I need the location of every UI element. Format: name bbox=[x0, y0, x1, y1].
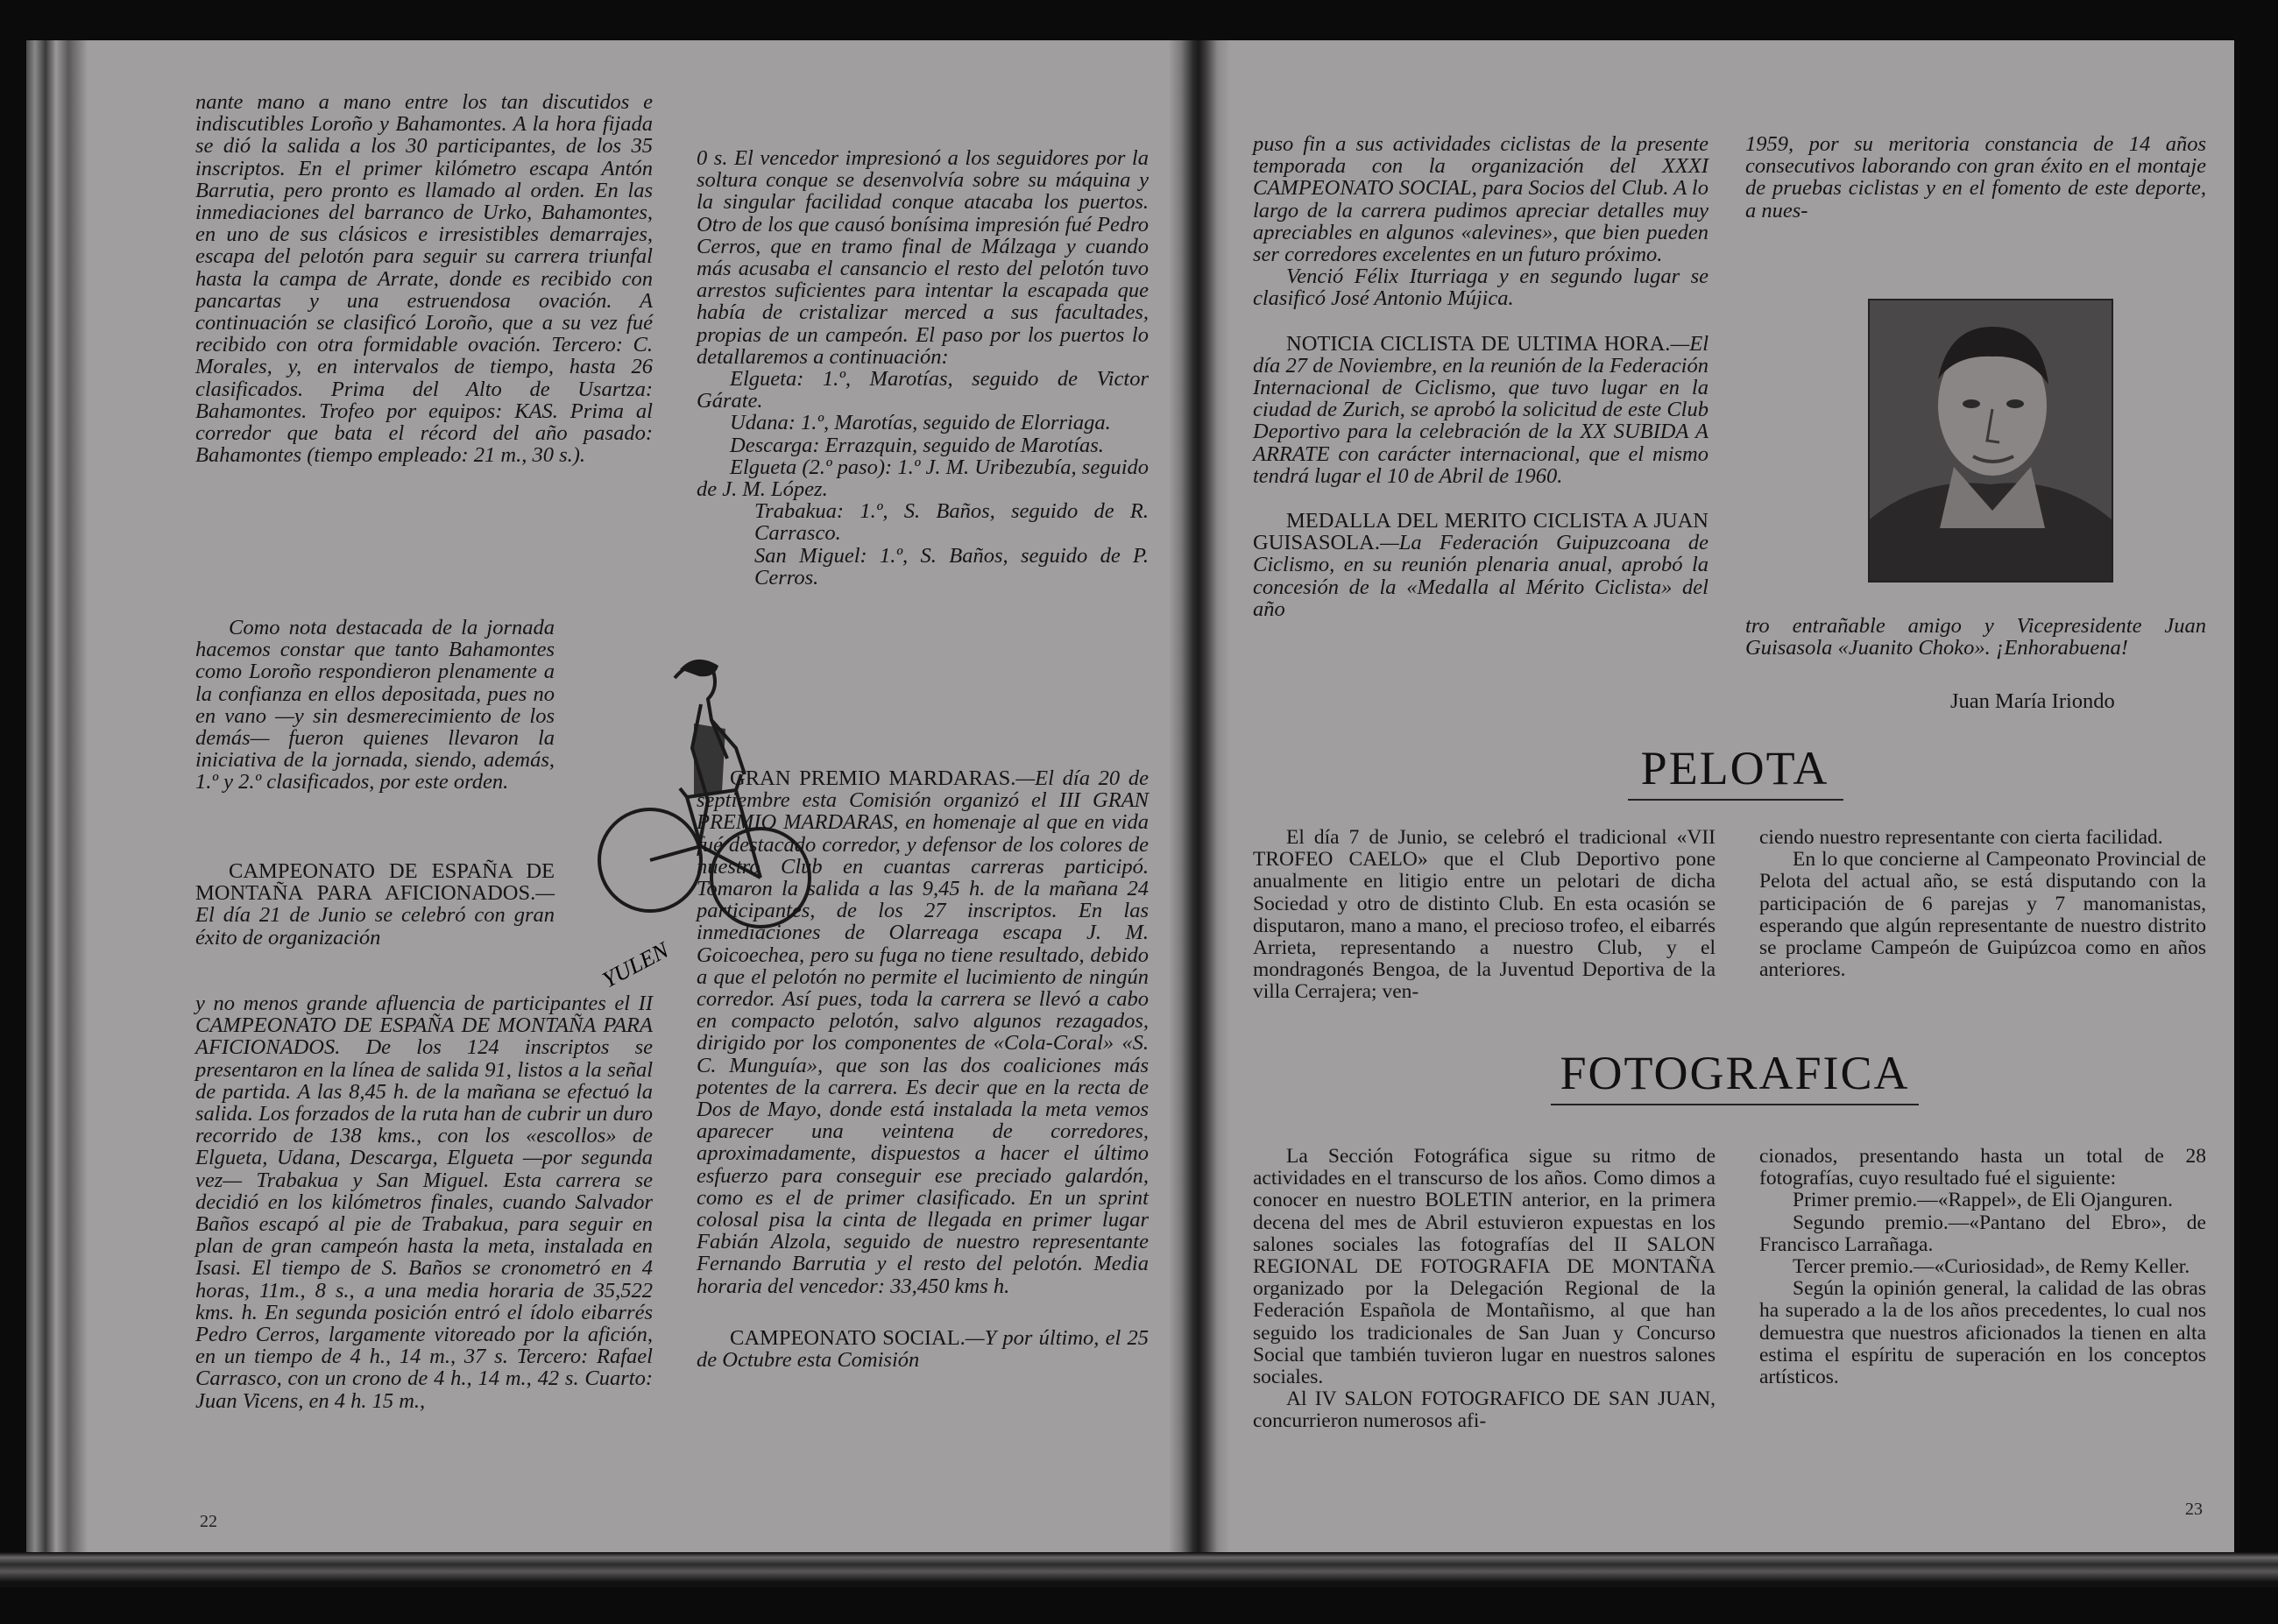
section-heading: GRAN PREMIO MARDARAS. bbox=[730, 766, 1016, 790]
article-paragraph: Venció Félix Iturriaga y en segundo lugar se clasificó José Antonio Mújica. bbox=[1253, 265, 1708, 311]
section-title-pelota: PELOTA bbox=[1640, 742, 1829, 794]
article-paragraph: Según la opinión general, la calidad de las obras ha superado a la de los años precedentes, lo cual nos demuestra que nuestros aficionados la tienen en alta estima el espíritu de superación en los conceptos artísticos. bbox=[1759, 1277, 2206, 1389]
article-paragraph: 1959, por su meritoria constancia de 14 años consecutivos laborando con gran éxito en el montaje de pruebas ciclistas y en el fomento de este deporte, a nues- bbox=[1745, 132, 2206, 222]
title-underline bbox=[1628, 799, 1843, 801]
article-paragraph: y no menos grande afluencia de participantes el II CAMPEONATO DE ESPAÑA DE MONTAÑA PARA AFICIONADOS. De los 124 inscriptos se presentaron en la línea de salida 91, listos a la señal de partida. A las 8,45 h. de la mañana se efectuó la salida. Los forzados de la ruta han de cubrir un duro recorrido de 138 kms., con los «escollos» de Elgueta, Udana, Descarga, Elgueta —por segunda vez— Trabakua y San Miguel. Esta carrera se decidió en los kilómetros finales, cuando Salvador Baños escapó al pie de Trabakua, para seguir en plan de gran campeón hasta la meta, instalada en Isasi. El tiempo de S. Baños se cronometró en 4 horas, 11m., 8 s., a una media horaria de 35,522 kms. h. En segunda posición entró el ídolo eibarrés Pedro Cerros, largamente vitoreado por la afición, en un tiempo de 4 h., 14 m., 37 s. Tercero: Rafael Carrasco, con un crono de 4 h., 14 m., 42 s. Cuarto: Juan Vicens, en 4 h. 15 m., bbox=[195, 992, 653, 1413]
list-item: Tercer premio.—«Curiosidad», de Remy Keller. bbox=[1793, 1255, 2190, 1279]
article-paragraph: tro entrañable amigo y Vicepresidente Juan Guisasola «Juanito Choko». ¡Enhorabuena! bbox=[1745, 614, 2206, 660]
list-item: Primer premio.—«Rappel», de Eli Ojanguren. bbox=[1793, 1189, 2173, 1212]
right-col-2 bbox=[1745, 133, 2206, 222]
article-paragraph: Al IV SALON FOTOGRAFICO DE SAN JUAN, concurrieron numerosos afi- bbox=[1253, 1387, 1716, 1433]
article-paragraph: 0 s. El vencedor impresionó a los seguidores por la soltura conque se desenvolvía sobre su máquina y la singular facilidad conque atacaba los puertos. Otro de los que causó bonísima impresión fué Pedro Cerros, que en tramo final de Málzaga y cuando más acusaba el cansancio el resto del pelotón tuvo arrestos suficientes para intentar la escapada que había de cristalizar merced a sus facultades, propias de un campeón. El paso por los puertos lo detallaremos a continuación: bbox=[697, 146, 1149, 369]
article-paragraph: cionados, presentando hasta un total de 28 fotografías, cuyo resultado fué el siguiente: bbox=[1759, 1145, 2206, 1190]
section-title-fotografica: FOTOGRAFICA bbox=[1560, 1047, 1910, 1099]
foto-col-1 bbox=[1253, 1146, 1716, 1433]
article-paragraph: —El día 27 de Noviembre, en la reunión de la Federación Internacional de Ciclismo, que tuvo lugar en la ciudad de Zurich, se aprobó la solicitud de este Club Deportivo para la celebración de la XX SUBIDA A ARRATE con carácter internacional, que el mismo tendrá lugar el 10 de Abril de 1960. bbox=[1253, 331, 1708, 488]
book-gutter bbox=[1169, 40, 1230, 1582]
article-paragraph: Como nota destacada de la jornada hacemos constar que tanto Bahamontes como Loroño respondieron plenamente a la confianza en ellos depositada, pues no en vano —y sin desmerecimiento de los demás— fueron quienes llevaron la iniciativa de la jornada, siendo, además, 1.º y 2.º clasificados, por este orden. bbox=[195, 616, 555, 794]
article-paragraph: —El día 20 de septiembre esta Comisión organizó el III GRAN PREMIO MARDARAS, en homenaje al que en vida fué destacado corredor, y defensor de los colores de nuestro Club en cuantas carreras participó. Tomaron la salida a las 9,45 h. de la mañana 24 participantes, de los 27 inscriptos. En las inmediaciones de Olarreaga escapa J. M. Goicoechea, pero su fuga no tiene resultado, debido a que el pelotón no permite el lucimiento de ningún corredor. Así pues, toda la carrera se llevó a cabo en compacto pelotón, salvo algunos rezagados, dirigido por los componentes de «Cola-Coral» «S. C. Munguía», que son las dos coaliciones más potentes de la carrera. Es decir que en la recta de Dos de Mayo, donde está instalada la meta vemos aparecer una veintena de corredores, aproximadamente, dispuestos a hacer el último esfuerzo para conseguir ese preciado galardón, como es el de primer clasificado. En un sprint colosal pisa la cinta de llegada en primer lugar Fabián Alzola, seguido de nuestro representante Fernando Barrutia y el resto del pelotón. Media horaria del vencedor: 33,450 kms h. bbox=[697, 766, 1149, 1298]
article-paragraph: —Y por último, el 25 de Octubre esta Comisión bbox=[697, 1325, 1150, 1373]
article-paragraph: ciendo nuestro representante con cierta facilidad. bbox=[1759, 826, 2163, 849]
list-item: Elgueta: 1.º, Marotías, seguido de Victor Gárate. bbox=[697, 367, 1149, 413]
article-paragraph: puso fin a sus actividades ciclistas de la presente temporada con la organización del XXXI CAMPEONATO SOCIAL, para Socios del Club. A lo largo de la carrera pudimos apreciar detalles muy apreciables en algunos «alevines», que bien pueden ser corredores excelentes en un futuro próximo. bbox=[1253, 132, 1708, 267]
right-col-1 bbox=[1253, 133, 1708, 620]
left-col-2 bbox=[697, 147, 1149, 589]
section-heading: NOTICIA CICLISTA DE ULTIMA HORA. bbox=[1286, 331, 1671, 356]
page-edge-shadow bbox=[26, 40, 102, 1582]
left-col-1-rest bbox=[195, 992, 653, 1412]
list-item: Descarga: Errazquin, seguido de Marotías. bbox=[730, 433, 1104, 457]
list-item: Udana: 1.º, Marotías, seguido de Elorriaga. bbox=[730, 411, 1111, 435]
article-paragraph: —La Federación Guipuzcoana de Ciclismo, en su reunión plenaria anual, aprobó la concesión de la «Medalla al Mérito Ciclista» del año bbox=[1253, 531, 1708, 621]
list-item: San Miguel: 1.º, S. Baños, seguido de P. Cerros. bbox=[754, 543, 1149, 590]
title-underline bbox=[1551, 1104, 1919, 1105]
portrait-photo bbox=[1868, 299, 2113, 583]
section-heading: CAMPEONATO DE ESPAÑA DE MONTAÑA PARA AFICIONADOS. bbox=[195, 859, 555, 906]
foto-col-2 bbox=[1759, 1146, 2206, 1388]
page-number-right: 23 bbox=[2185, 1500, 2203, 1519]
magazine-spread bbox=[26, 40, 2234, 1582]
left-col-1 bbox=[195, 91, 653, 466]
pelota-col-1 bbox=[1253, 827, 1716, 1004]
article-paragraph: nante mano a mano entre los tan discutidos e indiscutibles Loroño y Bahamontes. A la hora fijada se dió la salida a los 30 participantes, de los 35 inscriptos. En el primer kilómetro escapa Antón Barrutia, pero pronto es llamado al orden. En las inmediaciones del barranco de Urko, Bahamontes, en uno de sus clásicos e irresistibles demarrajes, escapa del pelotón para seguir su carrera triunfal hasta la campa de Arrate, donde es recibido con pancartas y una estruendosa ovación. A continuación se clasificó Loroño, que a su vez fué recibido con otra formidable ovación. Tercero: C. Morales, y, en intervalos de tiempo, hasta 26 clasificados. Prima del Alto de Usartza: Bahamontes. Trofeo por equipos: KAS. Prima al corredor que bata el récord del año pasado: Bahamontes (tiempo empleado: 21 m., 30 s.). bbox=[195, 90, 653, 468]
pelota-col-2 bbox=[1759, 827, 2206, 981]
scan-bottom-edge bbox=[0, 1552, 2278, 1587]
page-number-left: 22 bbox=[200, 1512, 217, 1531]
list-item: Elgueta (2.º paso): 1.º J. M. Uribezubía, seguido de J. M. López. bbox=[697, 455, 1149, 502]
author-signature: Juan María Iriondo bbox=[1950, 689, 2115, 713]
list-item: Segundo premio.—«Pantano del Ebro», de Francisco Larrañaga. bbox=[1759, 1211, 2206, 1256]
left-col-1-head bbox=[195, 860, 555, 949]
article-paragraph: —El día 21 de Junio se celebró con gran éxito de organización bbox=[195, 881, 555, 950]
left-col-1-wrap bbox=[195, 617, 555, 794]
article-paragraph: La Sección Fotográfica sigue su ritmo de actividades en el transcurso de los años. Como dimos a conocer en nuestro BOLETIN anterior, en la primera decena del mes de Abril estuvieron expuestas en los salones sociales las fotografías del II SALON REGIONAL DE FOTOGRAFIA DE MONTAÑA organizado por la Delegación Regional de la Federación Española de Montañismo, al que han seguido los tradicionales de San Juan y Concurso Social que también tuvieron lugar en nuestros salones sociales. bbox=[1253, 1145, 1716, 1389]
section-heading: MEDALLA DEL MERITO CICLISTA A JUAN GUISASOLA. bbox=[1253, 509, 1708, 555]
section-heading: CAMPEONATO SOCIAL. bbox=[730, 1325, 966, 1350]
illustration-signature: YULEN bbox=[598, 936, 673, 993]
article-paragraph: En lo que concierne al Campeonato Provincial de Pelota del actual año, se está disputando con la participación de 6 parejas y 7 manomanistas, esperando que algún representante de nuestro distrito se proclame Campeón de Guipúzcoa como en años anteriores. bbox=[1759, 848, 2206, 982]
left-col-2-b bbox=[697, 767, 1149, 1371]
right-col-2-b bbox=[1745, 615, 2206, 659]
list-item: Trabakua: 1.º, S. Baños, seguido de R. Carrasco. bbox=[754, 499, 1149, 546]
article-paragraph: El día 7 de Junio, se celebró el tradicional «VII TROFEO CAELO» que el Club Deportivo pone anualmente en litigio entre un pelotari de dicha Sociedad y otro de distinto Club. En esta ocasión se disputaron, mano a mano, el precioso trofeo, el eibarrés Arrieta, representando a nuestro Club, y el mondragonés Bengoa, de la Juventud Deportiva de la villa Cerrajera; ven- bbox=[1253, 826, 1716, 1004]
